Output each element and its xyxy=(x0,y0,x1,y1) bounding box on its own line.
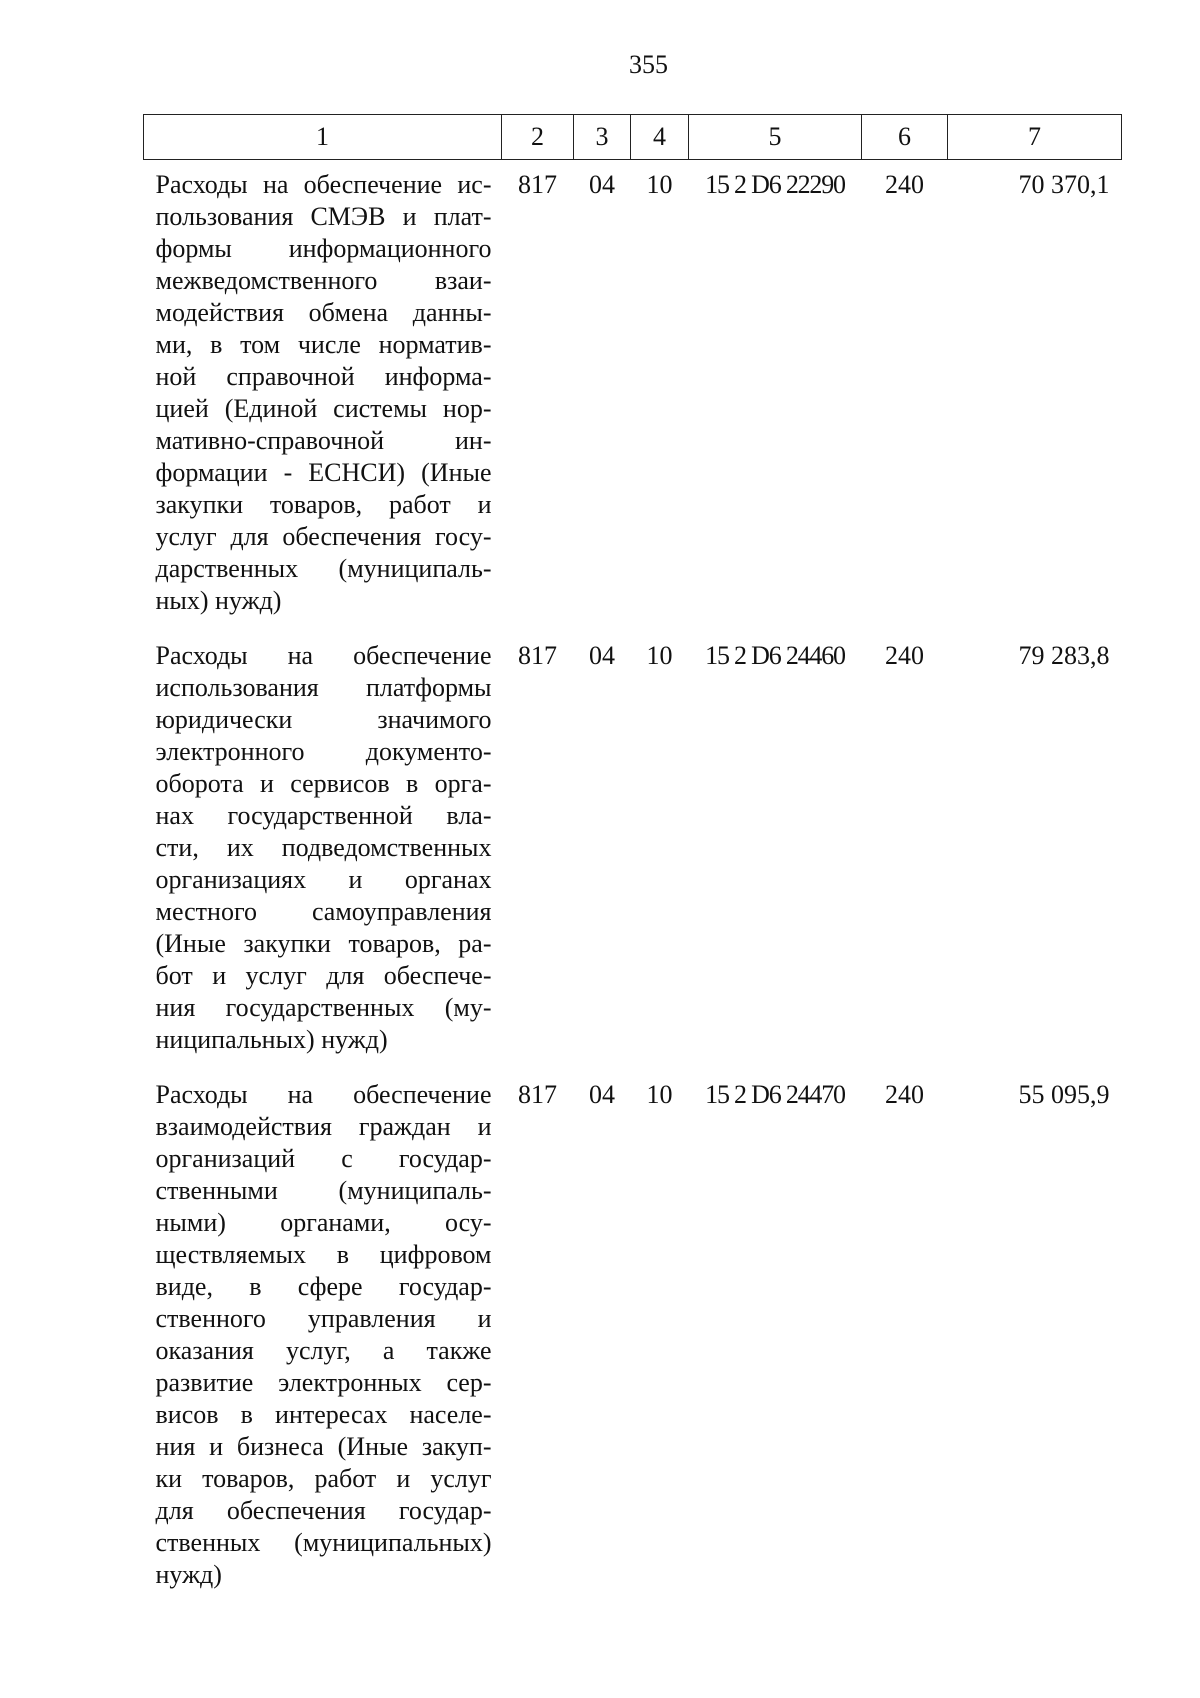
description-line: висов в интересах населе- xyxy=(155,1400,492,1429)
description-line: использования платформы xyxy=(155,673,492,702)
description-line: ния государственных (му- xyxy=(155,993,492,1022)
expense-type-code: 240 xyxy=(885,170,924,199)
description-line: ки товаров, работ и услуг xyxy=(155,1464,492,1493)
expense-description xyxy=(144,631,502,1070)
expense-type-code: 240 xyxy=(885,1080,924,1109)
description-line: ми, в том числе норматив- xyxy=(155,330,492,359)
amount-value: 55 095,9 xyxy=(1018,1080,1110,1109)
description-line: нах государственной вла- xyxy=(155,801,492,830)
amount-value: 70 370,1 xyxy=(1018,170,1110,199)
table-row xyxy=(144,1070,1122,1605)
description-line: Расходы на обеспечение xyxy=(155,641,492,670)
description-line: ственных (муниципальных) xyxy=(155,1528,492,1557)
budget-table xyxy=(143,114,1122,1605)
description-line: цией (Единой системы нор- xyxy=(155,394,492,423)
description-line: мативно-справочной ин- xyxy=(155,426,492,455)
description-line: услуг для обеспечения госу- xyxy=(155,522,492,551)
subsection-code: 10 xyxy=(646,170,673,199)
ministry-code: 817 xyxy=(518,170,557,199)
ministry-code: 817 xyxy=(518,641,557,670)
section-code: 04 xyxy=(589,1080,615,1109)
description-line: формации - ЕСНСИ) (Иные xyxy=(155,458,492,487)
column-header-5: 5 xyxy=(689,115,862,160)
description-line: юридически значимого xyxy=(155,705,492,734)
subsection-code: 10 xyxy=(646,641,673,670)
description-line: нужд) xyxy=(155,1560,222,1589)
target-article-code: 15 2 D6 22290 xyxy=(705,170,845,199)
description-line: Расходы на обеспечение xyxy=(155,1080,492,1109)
column-header-4: 4 xyxy=(631,115,689,160)
description-line: развитие электронных сер- xyxy=(155,1368,492,1397)
header-row xyxy=(144,115,1122,160)
description-line: бот и услуг для обеспече- xyxy=(155,961,492,990)
description-line: ния и бизнеса (Иные закуп- xyxy=(155,1432,492,1461)
description-line: местного самоуправления xyxy=(155,897,492,926)
expense-type-code: 240 xyxy=(885,641,924,670)
description-line: закупки товаров, работ и xyxy=(155,490,492,519)
description-line: модействия обмена данны- xyxy=(155,298,492,327)
description-line: организаций с государ- xyxy=(155,1144,492,1173)
description-line: оказания услуг, а также xyxy=(155,1336,492,1365)
expense-description xyxy=(144,160,502,632)
description-line: для обеспечения государ- xyxy=(155,1496,492,1525)
description-line: ственного управления и xyxy=(155,1304,492,1333)
description-line: оборота и сервисов в орга- xyxy=(155,769,492,798)
table-row xyxy=(144,631,1122,1070)
ministry-code: 817 xyxy=(518,1080,557,1109)
page-number: 355 xyxy=(629,50,668,79)
description-line: (Иные закупки товаров, ра- xyxy=(155,929,492,958)
expense-description xyxy=(144,1070,502,1605)
subsection-code: 10 xyxy=(646,1080,673,1109)
description-line: формы информационного xyxy=(155,234,492,263)
column-header-7: 7 xyxy=(948,115,1122,160)
description-line: организациях и органах xyxy=(155,865,492,894)
table-row xyxy=(144,160,1122,632)
description-line: дарственных (муниципаль- xyxy=(155,554,492,583)
description-line: межведомственного взаи- xyxy=(155,266,492,295)
description-line: ными) органами, осу- xyxy=(155,1208,492,1237)
table-header xyxy=(144,115,1122,160)
table-body xyxy=(144,160,1122,1606)
section-code: 04 xyxy=(589,170,615,199)
description-line: ственными (муниципаль- xyxy=(155,1176,492,1205)
description-line: ных) нужд) xyxy=(155,586,282,615)
description-line: взаимодействия граждан и xyxy=(155,1112,492,1141)
amount-value: 79 283,8 xyxy=(1018,641,1110,670)
description-line: электронного документо- xyxy=(155,737,492,766)
section-code: 04 xyxy=(589,641,615,670)
target-article-code: 15 2 D6 24470 xyxy=(705,1080,845,1109)
target-article-code: 15 2 D6 24460 xyxy=(705,641,845,670)
column-header-3: 3 xyxy=(574,115,631,160)
description-line: виде, в сфере государ- xyxy=(155,1272,492,1301)
description-line: пользования СМЭВ и плат- xyxy=(155,202,492,231)
column-header-1: 1 xyxy=(144,115,502,160)
description-line: ществляемых в цифровом xyxy=(155,1240,492,1269)
description-line: Расходы на обеспечение ис- xyxy=(155,170,492,199)
column-header-6: 6 xyxy=(862,115,948,160)
description-line: ниципальных) нужд) xyxy=(155,1025,388,1054)
description-line: ной справочной информа- xyxy=(155,362,492,391)
description-line: сти, их подведомственных xyxy=(155,833,492,862)
column-header-2: 2 xyxy=(502,115,574,160)
